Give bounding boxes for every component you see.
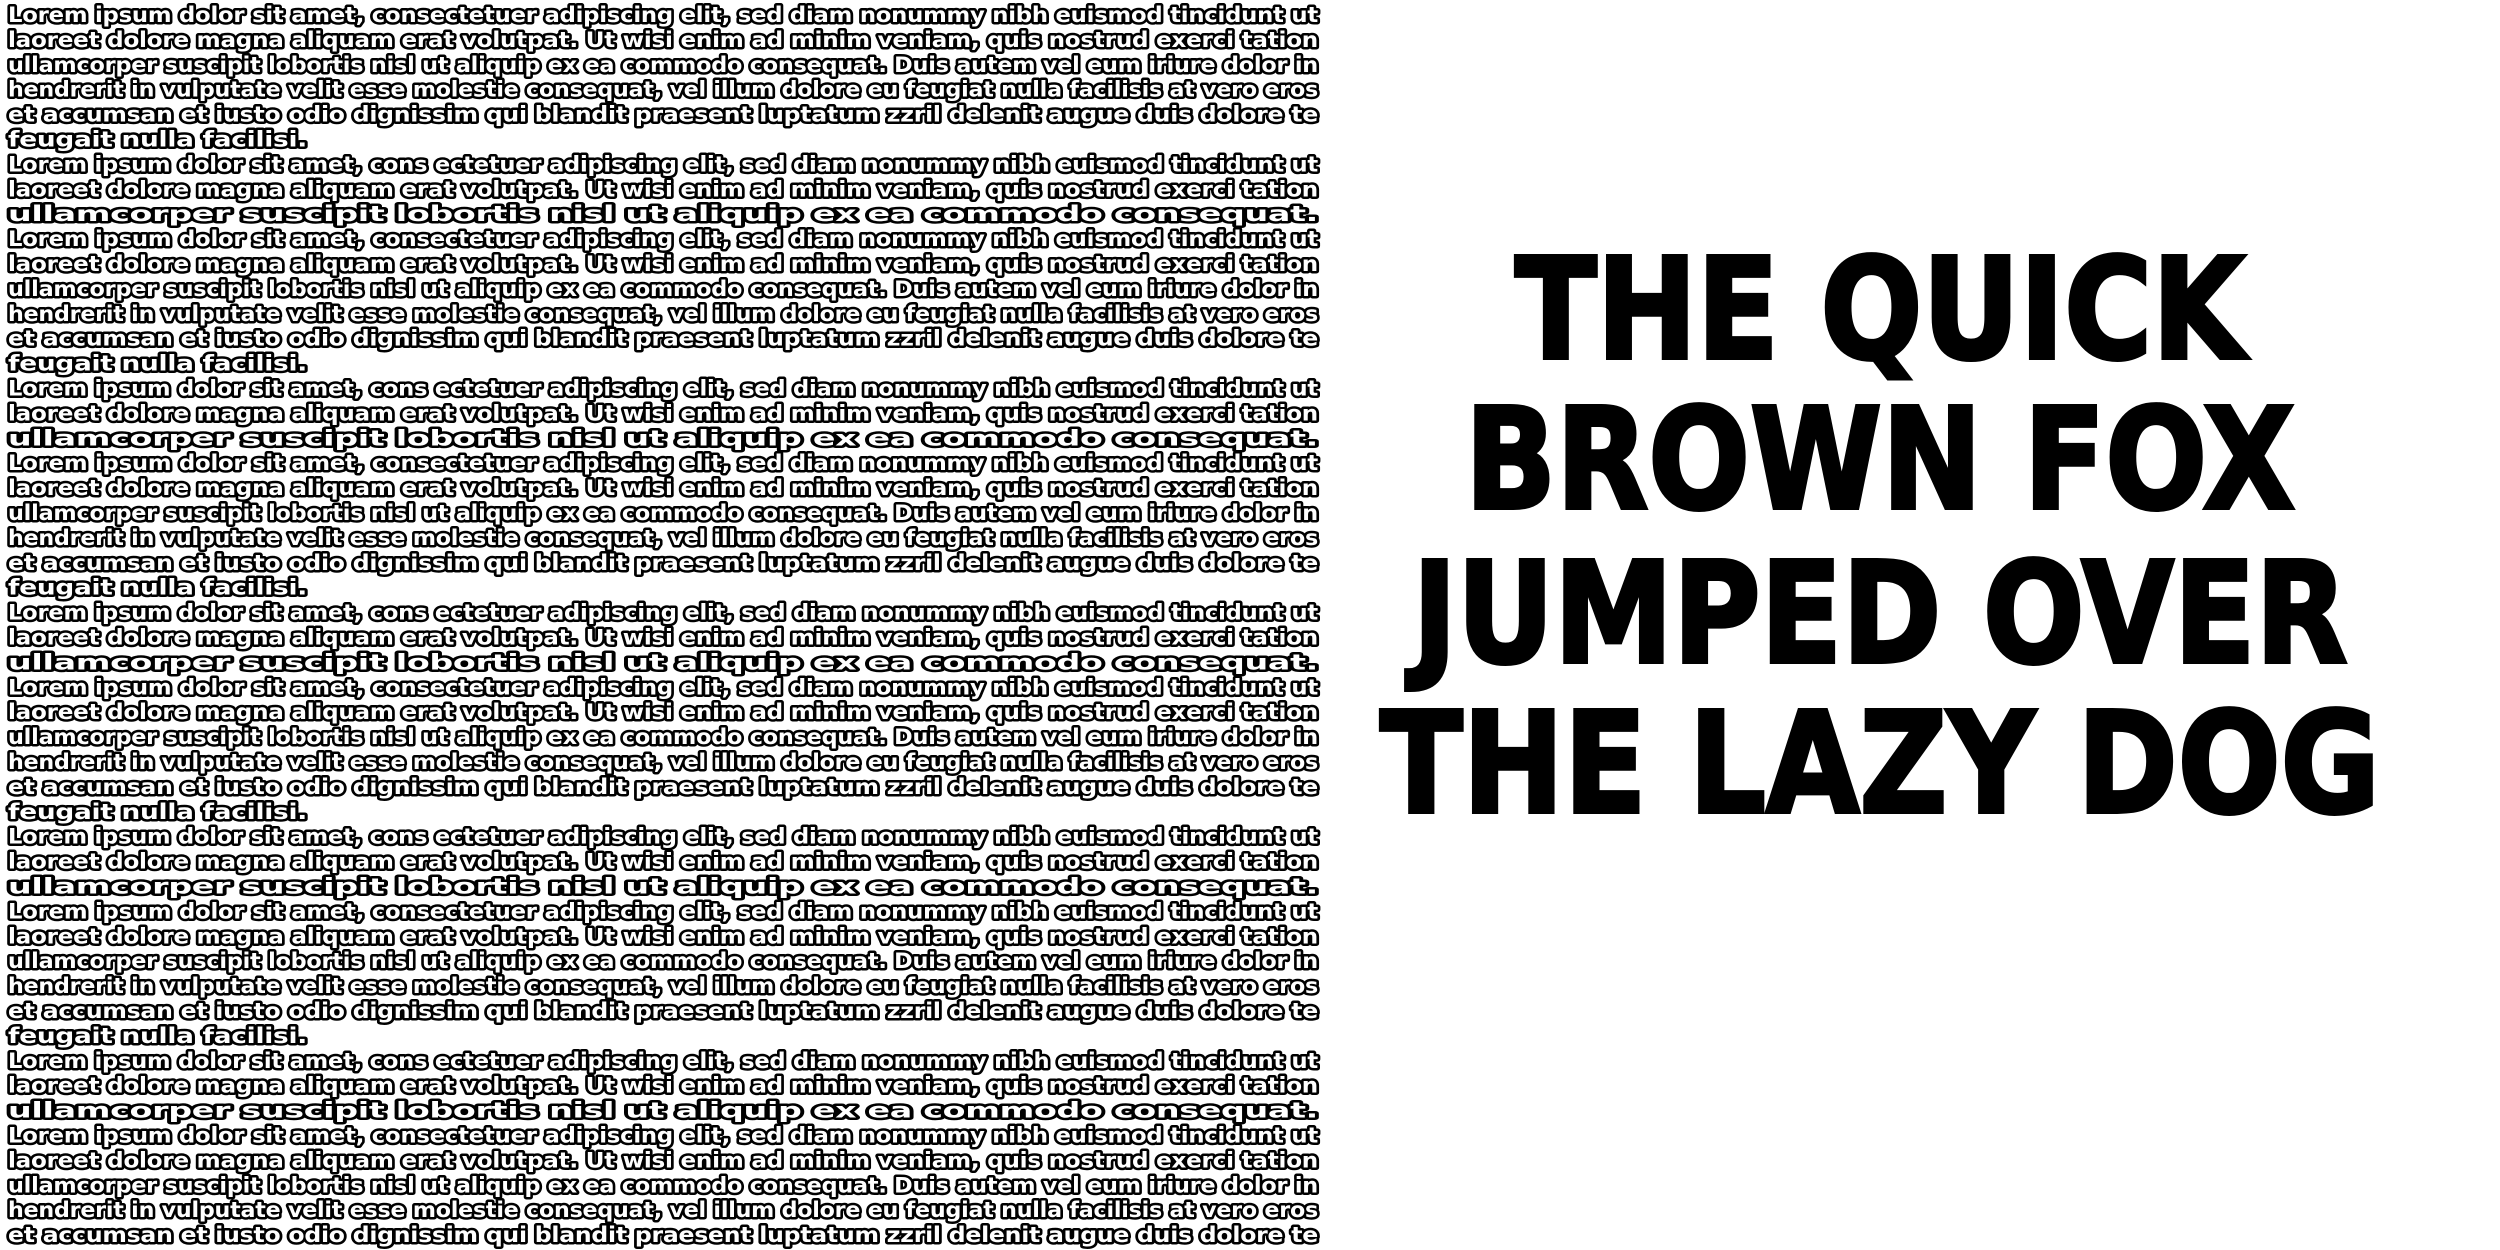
body-text-line: laoreet dolore magna aliquam erat volutpat. Ut wisi enim ad minim veniam, quis nostrud exerci tation [8, 401, 1318, 426]
body-text-line: hendrerit in vulputate velit esse molestie consequat, vel illum dolore eu feugiat nulla facilisis at vero eros [8, 77, 1318, 102]
body-text-line: laoreet dolore magna aliquam erat volutpat. Ut wisi enim ad minim veniam, quis nostrud exerci tation [8, 1073, 1318, 1098]
body-text-line: ullamcorper suscipit lobortis nisl ut aliquip ex ea commodo consequat. Duis autem vel eum iriure dolor in [8, 1173, 1318, 1198]
body-text-line: et accumsan et iusto odio dignissim qui blandit praesent luptatum zzril delenit augue duis dolore te [8, 774, 1318, 799]
body-text-line: feugait nulla facilisi. [8, 127, 307, 152]
body-text-line: feugait nulla facilisi. [8, 1023, 307, 1048]
display-headline-line: BROWN FOX [1465, 379, 2295, 542]
body-text-line: laoreet dolore magna aliquam erat volutpat. Ut wisi enim ad minim veniam, quis nostrud exerci tation [8, 27, 1318, 52]
body-text-line: et accumsan et iusto odio dignissim qui blandit praesent luptatum zzril delenit augue duis dolore te [8, 102, 1318, 127]
body-text-line: Lorem ipsum dolor sit amet, cons ectetuer adipiscing elit, sed diam nonummy nibh euismod tincidunt ut [8, 824, 1319, 849]
body-text-line: ullamcorper suscipit lobortis nisl ut aliquip ex ea commodo consequat. Duis autem vel eum iriure dolor in [8, 949, 1318, 974]
body-text-line: laoreet dolore magna aliquam erat volutpat. Ut wisi enim ad minim veniam, quis nostrud exerci tation [8, 476, 1318, 501]
body-text-line: laoreet dolore magna aliquam erat volutpat. Ut wisi enim ad minim veniam, quis nostrud exerci tation [8, 700, 1318, 725]
body-text-line: hendrerit in vulputate velit esse molestie consequat, vel illum dolore eu feugiat nulla facilisis at vero eros [8, 974, 1318, 999]
body-text-line: et accumsan et iusto odio dignissim qui blandit praesent luptatum zzril delenit augue duis dolore te [8, 1223, 1318, 1248]
body-text-line: ullamcorper suscipit lobortis nisl ut aliquip ex ea commodo consequat. [8, 426, 1318, 451]
body-text-line: ullamcorper suscipit lobortis nisl ut aliquip ex ea commodo consequat. Duis autem vel eum iriure dolor in [8, 725, 1318, 750]
body-text-line: Lorem ipsum dolor sit amet, consectetuer adipiscing elit, sed diam nonummy nibh euismod tincidunt ut [8, 3, 1319, 27]
body-text-line: feugait nulla facilisi. [8, 351, 307, 376]
body-text-line: hendrerit in vulputate velit esse molestie consequat, vel illum dolore eu feugiat nulla facilisis at vero eros [8, 525, 1318, 550]
body-text-line: hendrerit in vulputate velit esse molestie consequat, vel illum dolore eu feugiat nulla facilisis at vero eros [8, 750, 1318, 774]
body-text-line: laoreet dolore magna aliquam erat volutpat. Ut wisi enim ad minim veniam, quis nostrud exerci tation [8, 924, 1318, 949]
body-text-line: laoreet dolore magna aliquam erat volutpat. Ut wisi enim ad minim veniam, quis nostrud exerci tation [8, 177, 1318, 202]
body-text-line: feugait nulla facilisi. [8, 575, 307, 600]
body-text-line: Lorem ipsum dolor sit amet, cons ectetuer adipiscing elit, sed diam nonummy nibh euismod tincidunt ut [8, 1048, 1319, 1073]
display-text-block [1380, 229, 2380, 846]
body-text-line: et accumsan et iusto odio dignissim qui blandit praesent luptatum zzril delenit augue duis dolore te [8, 326, 1318, 351]
body-text-line: Lorem ipsum dolor sit amet, consectetuer adipiscing elit, sed diam nonummy nibh euismod tincidunt ut [8, 227, 1319, 252]
body-text-line: ullamcorper suscipit lobortis nisl ut aliquip ex ea commodo consequat. Duis autem vel eum iriure dolor in [8, 52, 1318, 77]
body-text-line: Lorem ipsum dolor sit amet, consectetuer adipiscing elit, sed diam nonummy nibh euismod tincidunt ut [8, 675, 1319, 700]
body-text-line: ullamcorper suscipit lobortis nisl ut aliquip ex ea commodo consequat. Duis autem vel eum iriure dolor in [8, 501, 1318, 525]
body-text-line: et accumsan et iusto odio dignissim qui blandit praesent luptatum zzril delenit augue duis dolore te [8, 550, 1318, 575]
display-headline-line: THE LAZY DOG [1380, 683, 2380, 846]
body-text-line: laoreet dolore magna aliquam erat volutpat. Ut wisi enim ad minim veniam, quis nostrud exerci tation [8, 1148, 1318, 1173]
body-text-line: laoreet dolore magna aliquam erat volutpat. Ut wisi enim ad minim veniam, quis nostrud exerci tation [8, 252, 1318, 276]
body-text-line: et accumsan et iusto odio dignissim qui blandit praesent luptatum zzril delenit augue duis dolore te [8, 999, 1318, 1023]
display-headline-line: JUMPED OVER [1405, 533, 2348, 696]
body-text-line: ullamcorper suscipit lobortis nisl ut aliquip ex ea commodo consequat. Duis autem vel eum iriure dolor in [8, 276, 1318, 301]
body-text-line: hendrerit in vulputate velit esse molestie consequat, vel illum dolore eu feugiat nulla facilisis at vero eros [8, 1198, 1318, 1223]
body-text-line: ullamcorper suscipit lobortis nisl ut aliquip ex ea commodo consequat. [8, 874, 1318, 899]
body-text-line: Lorem ipsum dolor sit amet, cons ectetuer adipiscing elit, sed diam nonummy nibh euismod tincidunt ut [8, 376, 1319, 401]
body-text-line: ullamcorper suscipit lobortis nisl ut aliquip ex ea commodo consequat. [8, 1098, 1318, 1123]
body-text-line: ullamcorper suscipit lobortis nisl ut aliquip ex ea commodo consequat. [8, 202, 1318, 227]
body-text-line: Lorem ipsum dolor sit amet, cons ectetuer adipiscing elit, sed diam nonummy nibh euismod tincidunt ut [8, 152, 1319, 177]
body-text-line: laoreet dolore magna aliquam erat volutpat. Ut wisi enim ad minim veniam, quis nostrud exerci tation [8, 625, 1318, 650]
body-text-line: hendrerit in vulputate velit esse molestie consequat, vel illum dolore eu feugiat nulla facilisis at vero eros [8, 301, 1318, 326]
body-text-line: ullamcorper suscipit lobortis nisl ut aliquip ex ea commodo consequat. [8, 650, 1318, 675]
body-text-line: Lorem ipsum dolor sit amet, consectetuer adipiscing elit, sed diam nonummy nibh euismod tincidunt ut [8, 899, 1319, 924]
body-text-line: feugait nulla facilisi. [8, 799, 307, 824]
display-headline-line: THE QUICK [1515, 229, 2249, 392]
body-text-line: Lorem ipsum dolor sit amet, consectetuer adipiscing elit, sed diam nonummy nibh euismod tincidunt ut [8, 1123, 1319, 1148]
body-text-column [8, 3, 1318, 1247]
body-text-line: laoreet dolore magna aliquam erat volutpat. Ut wisi enim ad minim veniam, quis nostrud exerci tation [8, 849, 1318, 874]
body-text-line: Lorem ipsum dolor sit amet, consectetuer adipiscing elit, sed diam nonummy nibh euismod tincidunt ut [8, 451, 1319, 476]
body-text-line: Lorem ipsum dolor sit amet, cons ectetuer adipiscing elit, sed diam nonummy nibh euismod tincidunt ut [8, 600, 1319, 625]
